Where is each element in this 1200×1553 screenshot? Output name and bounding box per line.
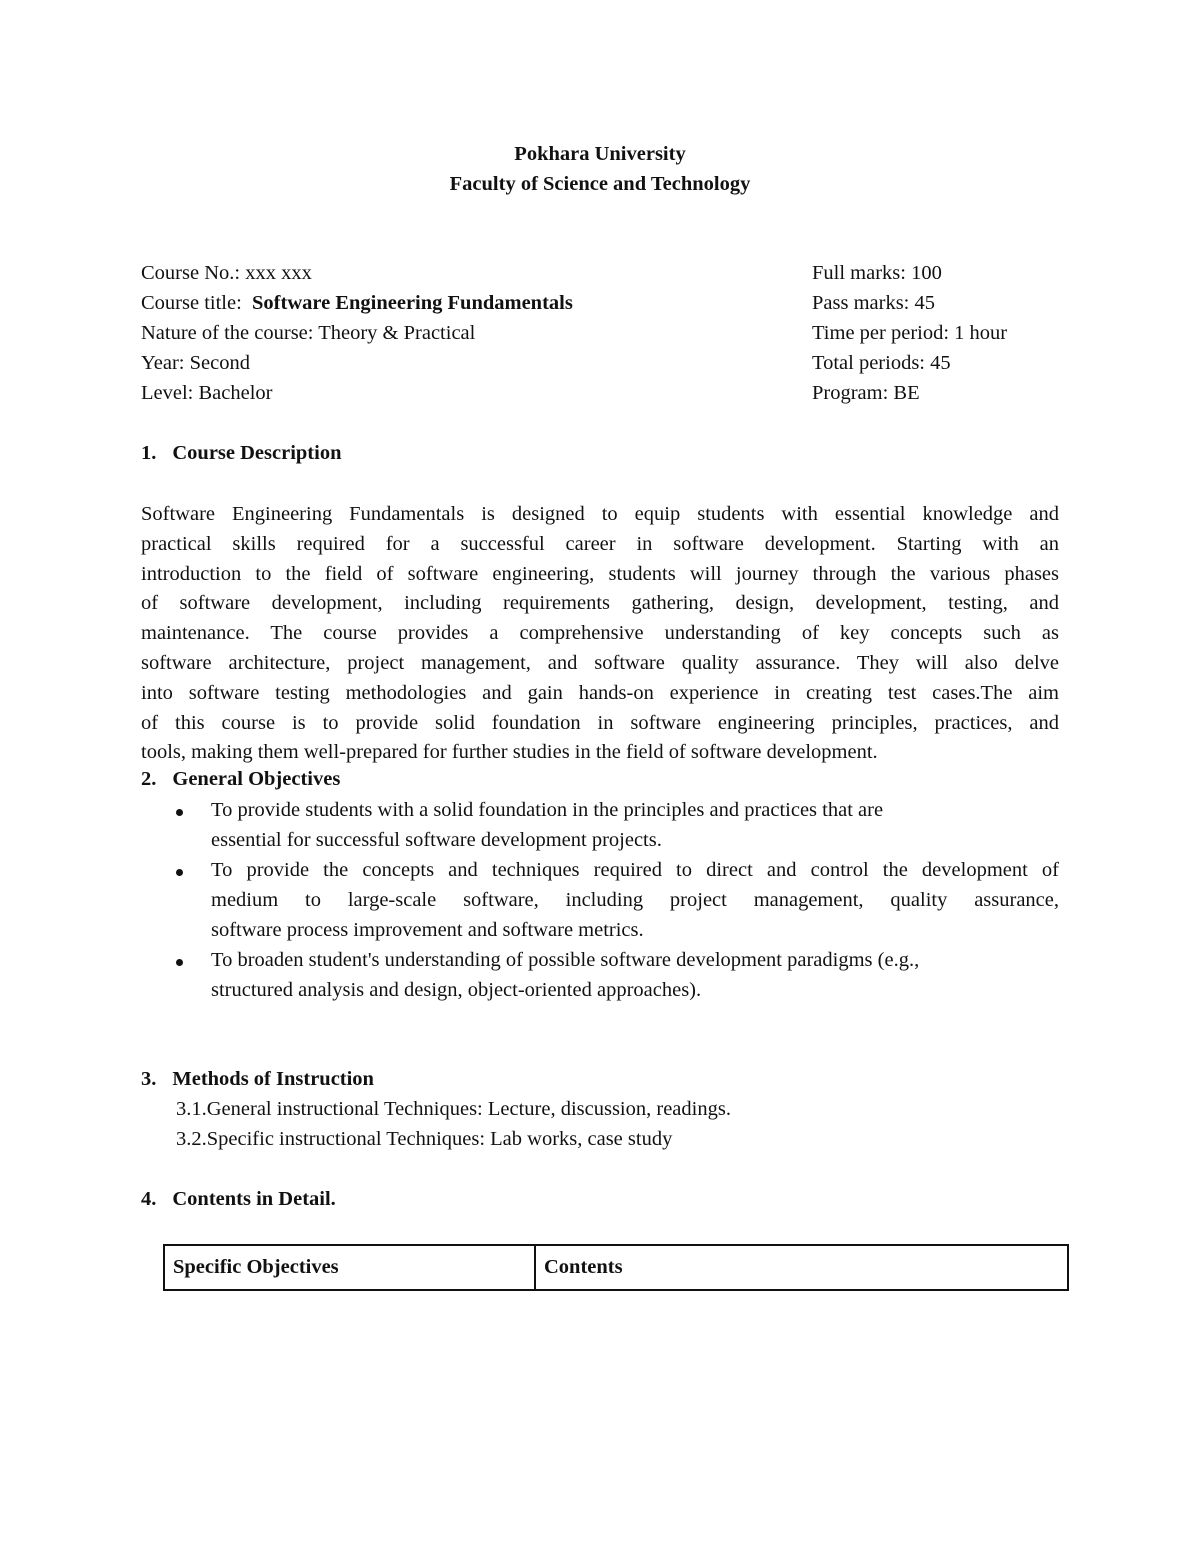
course-title: [141, 292, 573, 315]
course-level: [141, 382, 273, 405]
description-line: software architecture, project management, and software quality assurance. They will also delve: [141, 651, 1059, 674]
objective-item: [211, 799, 1059, 859]
course-number-value: xxx xxx: [245, 262, 312, 284]
objective-line: To provide the concepts and techniques required to direct and control the development of: [211, 859, 1059, 881]
description-line: introduction to the field of software engineering, students will journey through the various phases: [141, 562, 1059, 585]
course-nature: [141, 322, 475, 345]
description-line: Software Engineering Fundamentals is designed to equip students with essential knowledge and: [141, 503, 1059, 525]
course-year-label: Year:: [141, 352, 190, 374]
description-line: of software development, including requirements gathering, design, development, testing, and: [141, 592, 1059, 615]
course-description-paragraph: [141, 500, 1059, 768]
course-level-value: Bachelor: [198, 382, 273, 404]
full-marks: Full marks: 100: [812, 262, 942, 284]
time-per-period: Time per period: 1 hour: [812, 322, 1008, 344]
course-title-value: Software Engineering Fundamentals: [252, 292, 573, 314]
bullet-icon: [176, 959, 183, 966]
description-line: practical skills required for a successful career in software development. Starting with an: [141, 532, 1059, 555]
description-line: into software testing methodologies and gain hands-on experience in creating test cases.The aim: [141, 681, 1059, 704]
objective-item: [211, 859, 1059, 949]
section-4-heading: [141, 1188, 336, 1211]
objective-line: To broaden student's understanding of possible software development paradigms (e.g.,: [211, 949, 920, 971]
description-line: maintenance. The course provides a comprehensive understanding of key concepts such as: [141, 622, 1059, 645]
section-3-number: 3.: [141, 1068, 157, 1090]
objective-line: medium to large-scale software, including project management, quality assurance,: [211, 889, 1059, 911]
section-2-title: General Objectives: [172, 768, 341, 790]
course-number-label: Course No.:: [141, 262, 246, 284]
objective-line: To provide students with a solid foundation in the principles and practices that are: [211, 799, 884, 821]
section-4-title: Contents in Detail.: [172, 1188, 336, 1210]
description-line: tools, making them well-prepared for further studies in the field of software development.: [141, 741, 878, 764]
section-1-number: 1.: [141, 442, 157, 464]
table-header-specific-objectives: Specific Objectives: [164, 1245, 535, 1290]
course-year-value: Second: [189, 352, 250, 374]
section-2-heading: [141, 768, 340, 791]
objective-item: [211, 949, 1059, 1009]
method-item-general: 3.1.General instructional Techniques: Lecture, discussion, readings.: [176, 1098, 731, 1120]
section-3-title: Methods of Instruction: [172, 1068, 374, 1090]
course-nature-value: Theory & Practical: [318, 322, 476, 344]
total-periods: Total periods: 45: [812, 352, 951, 374]
course-year: [141, 352, 250, 375]
section-1-title: Course Description: [172, 442, 342, 464]
objective-line: software process improvement and software metrics.: [211, 919, 644, 941]
section-4-number: 4.: [141, 1188, 157, 1210]
table-header-row: [164, 1245, 1068, 1290]
objective-line: essential for successful software development projects.: [211, 829, 662, 851]
bullet-icon: [176, 869, 183, 876]
course-title-label: Course title:: [141, 292, 253, 314]
description-line: of this course is to provide solid foundation in software engineering principles, practices, and: [141, 711, 1059, 734]
university-name: Pokhara University: [514, 143, 686, 165]
objective-line: structured analysis and design, object-oriented approaches).: [211, 979, 702, 1001]
method-item-specific: 3.2.Specific instructional Techniques: Lab works, case study: [176, 1128, 673, 1150]
faculty-name: Faculty of Science and Technology: [449, 173, 751, 195]
course-nature-label: Nature of the course:: [141, 322, 319, 344]
course-level-label: Level:: [141, 382, 199, 404]
contents-table: [163, 1244, 1069, 1291]
section-2-number: 2.: [141, 768, 157, 790]
program: Program: BE: [812, 382, 920, 404]
bullet-icon: [176, 809, 183, 816]
section-1-heading: [141, 442, 341, 465]
table-header-contents: Contents: [535, 1245, 1068, 1290]
pass-marks: Pass marks: 45: [812, 292, 935, 314]
section-3-heading: [141, 1068, 374, 1091]
course-number: [141, 262, 312, 285]
